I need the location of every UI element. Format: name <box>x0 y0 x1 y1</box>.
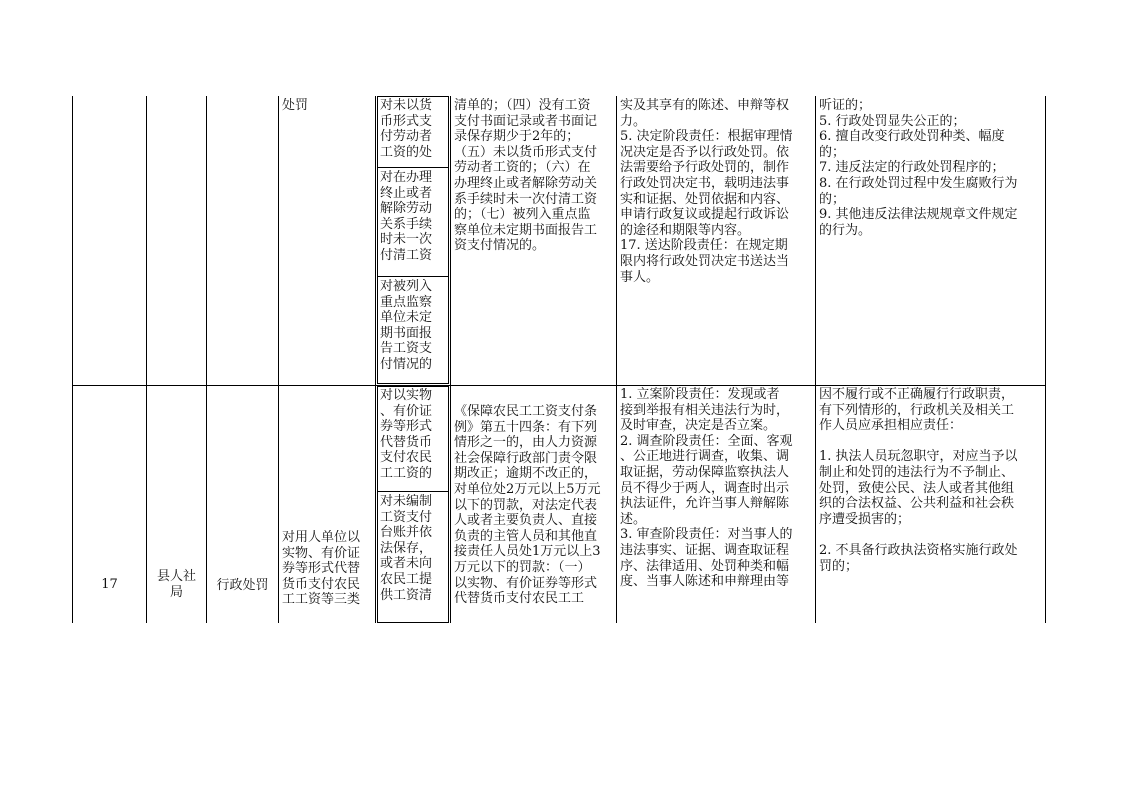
row17-accountability-text: 因不履行或不正确履行行政职责， 有下列情形的，行政机关及相关工 作人员应承担相应责任： 1. 执法人员玩忽职守，对应当予以 制止和处罚的违法行为不予制止、 处罚，致使公民、法人或者其他组 织的合法权益、公共利益和社会秩 序遭受损害的； 2. 不具备行政执法资格实施行政处 罚的； <box>819 387 1018 574</box>
upper-accountability-text: 听证的； 5. 行政处罚显失公正的； 6. 擅自改变行政处罚种类、幅度 的； 7. 违反法定的行政处罚程序的； 8. 在行政处罚过程中发生腐败行为 的； 9. 其他违反法律法规规章文件规定 的行为。 <box>819 98 1018 238</box>
col-border-1 <box>72 96 73 623</box>
upper-sub-item-2: 对在办理 终止或者 解除劳动 关系手续 时未一次 付清工资 <box>380 170 433 263</box>
col-border-6 <box>450 96 451 623</box>
row17-department: 县人社 局 <box>156 569 196 600</box>
row17-basis-text: 《保障农民工工资支付条 例》第五十四条：有下列 情形之一的，由人力资源 社会保障行政部门责令限 期改正；逾期不改正的， 对单位处2万元以上5万元 以下的罚款，对法定代表 人或者主要负责人、直接 负责的主管人员和其他直 接责任人员处1万元以上3 万元以下的罚款：（一） 以实物、有价证券等形式 代替货币支付农民工工 <box>454 404 601 607</box>
col-border-3 <box>206 96 207 623</box>
row17-item-name: 对用人单位以 实物、有价证 券等形式代替 货币支付农民 工工资等三类 <box>282 530 361 608</box>
upper-sub-item-1: 对未以货 币形式支 付劳动者 工资的处 <box>380 98 433 160</box>
row17-sub-item-2: 对未编制 工资支付 台账并依 法保存， 或者未向 农民工提 供工资清 <box>380 494 433 603</box>
col-border-8 <box>815 96 816 623</box>
row17-number: 17 <box>101 577 118 593</box>
row-separator <box>72 385 1046 386</box>
upper-category-cell: 处罚 <box>282 98 309 113</box>
upper-basis-text: 清单的；（四）没有工资 支付书面记录或者书面记 录保存期少于2年的； （五）未以货币形式支付 劳动者工资的；（六）在 办理终止或者解除劳动关 系手续时未一次付清工资 的；（七）被列入重点监 察单位未定期书面报告工 资支付情况的。 <box>454 98 598 254</box>
row17-sub-item-1: 对以实物 、有价证 券等形式 代替货币 支付农民 工工资的 <box>380 388 433 481</box>
col-border-2 <box>146 96 147 623</box>
upper-sub-item-3: 对被列入 重点监察 单位未定 期书面报 告工资支 付情况的 <box>380 279 433 372</box>
upper-duty-text: 实及其享有的陈述、申辩等权 力。 5. 决定阶段责任：根据审理情 况决定是否予以行政处罚。依 法需要给予行政处罚的，制作 行政处罚决定书，载明违法事 实和证据、处罚依据和内容、 申请行政复议或提起行政诉讼 的途径和期限等内容。 17. 送达阶段责任：在规定期 限内将行政处罚决定书送达当 事人。 <box>620 98 793 285</box>
col-border-4 <box>278 96 279 623</box>
row17-power-type: 行政处罚 <box>216 578 269 594</box>
col-border-7 <box>616 96 617 623</box>
row17-duty-text: 1. 立案阶段责任：发现或者 接到举报有相关违法行为时， 及时审查，决定是否立案。 2. 调查阶段责任：全面、客观 、公正地进行调查，收集、调 取证据，劳动保障监察执法人 员不得少于两人，调查时出示 执法证件，允许当事人辩解陈 述。 3. 审查阶段责任：对当事人的 违法事实、证据、调查取证程 序、法律适用、处罚种类和幅 度、当事人陈述和申辩理由等 <box>620 387 793 590</box>
col-border-9 <box>1045 96 1046 623</box>
